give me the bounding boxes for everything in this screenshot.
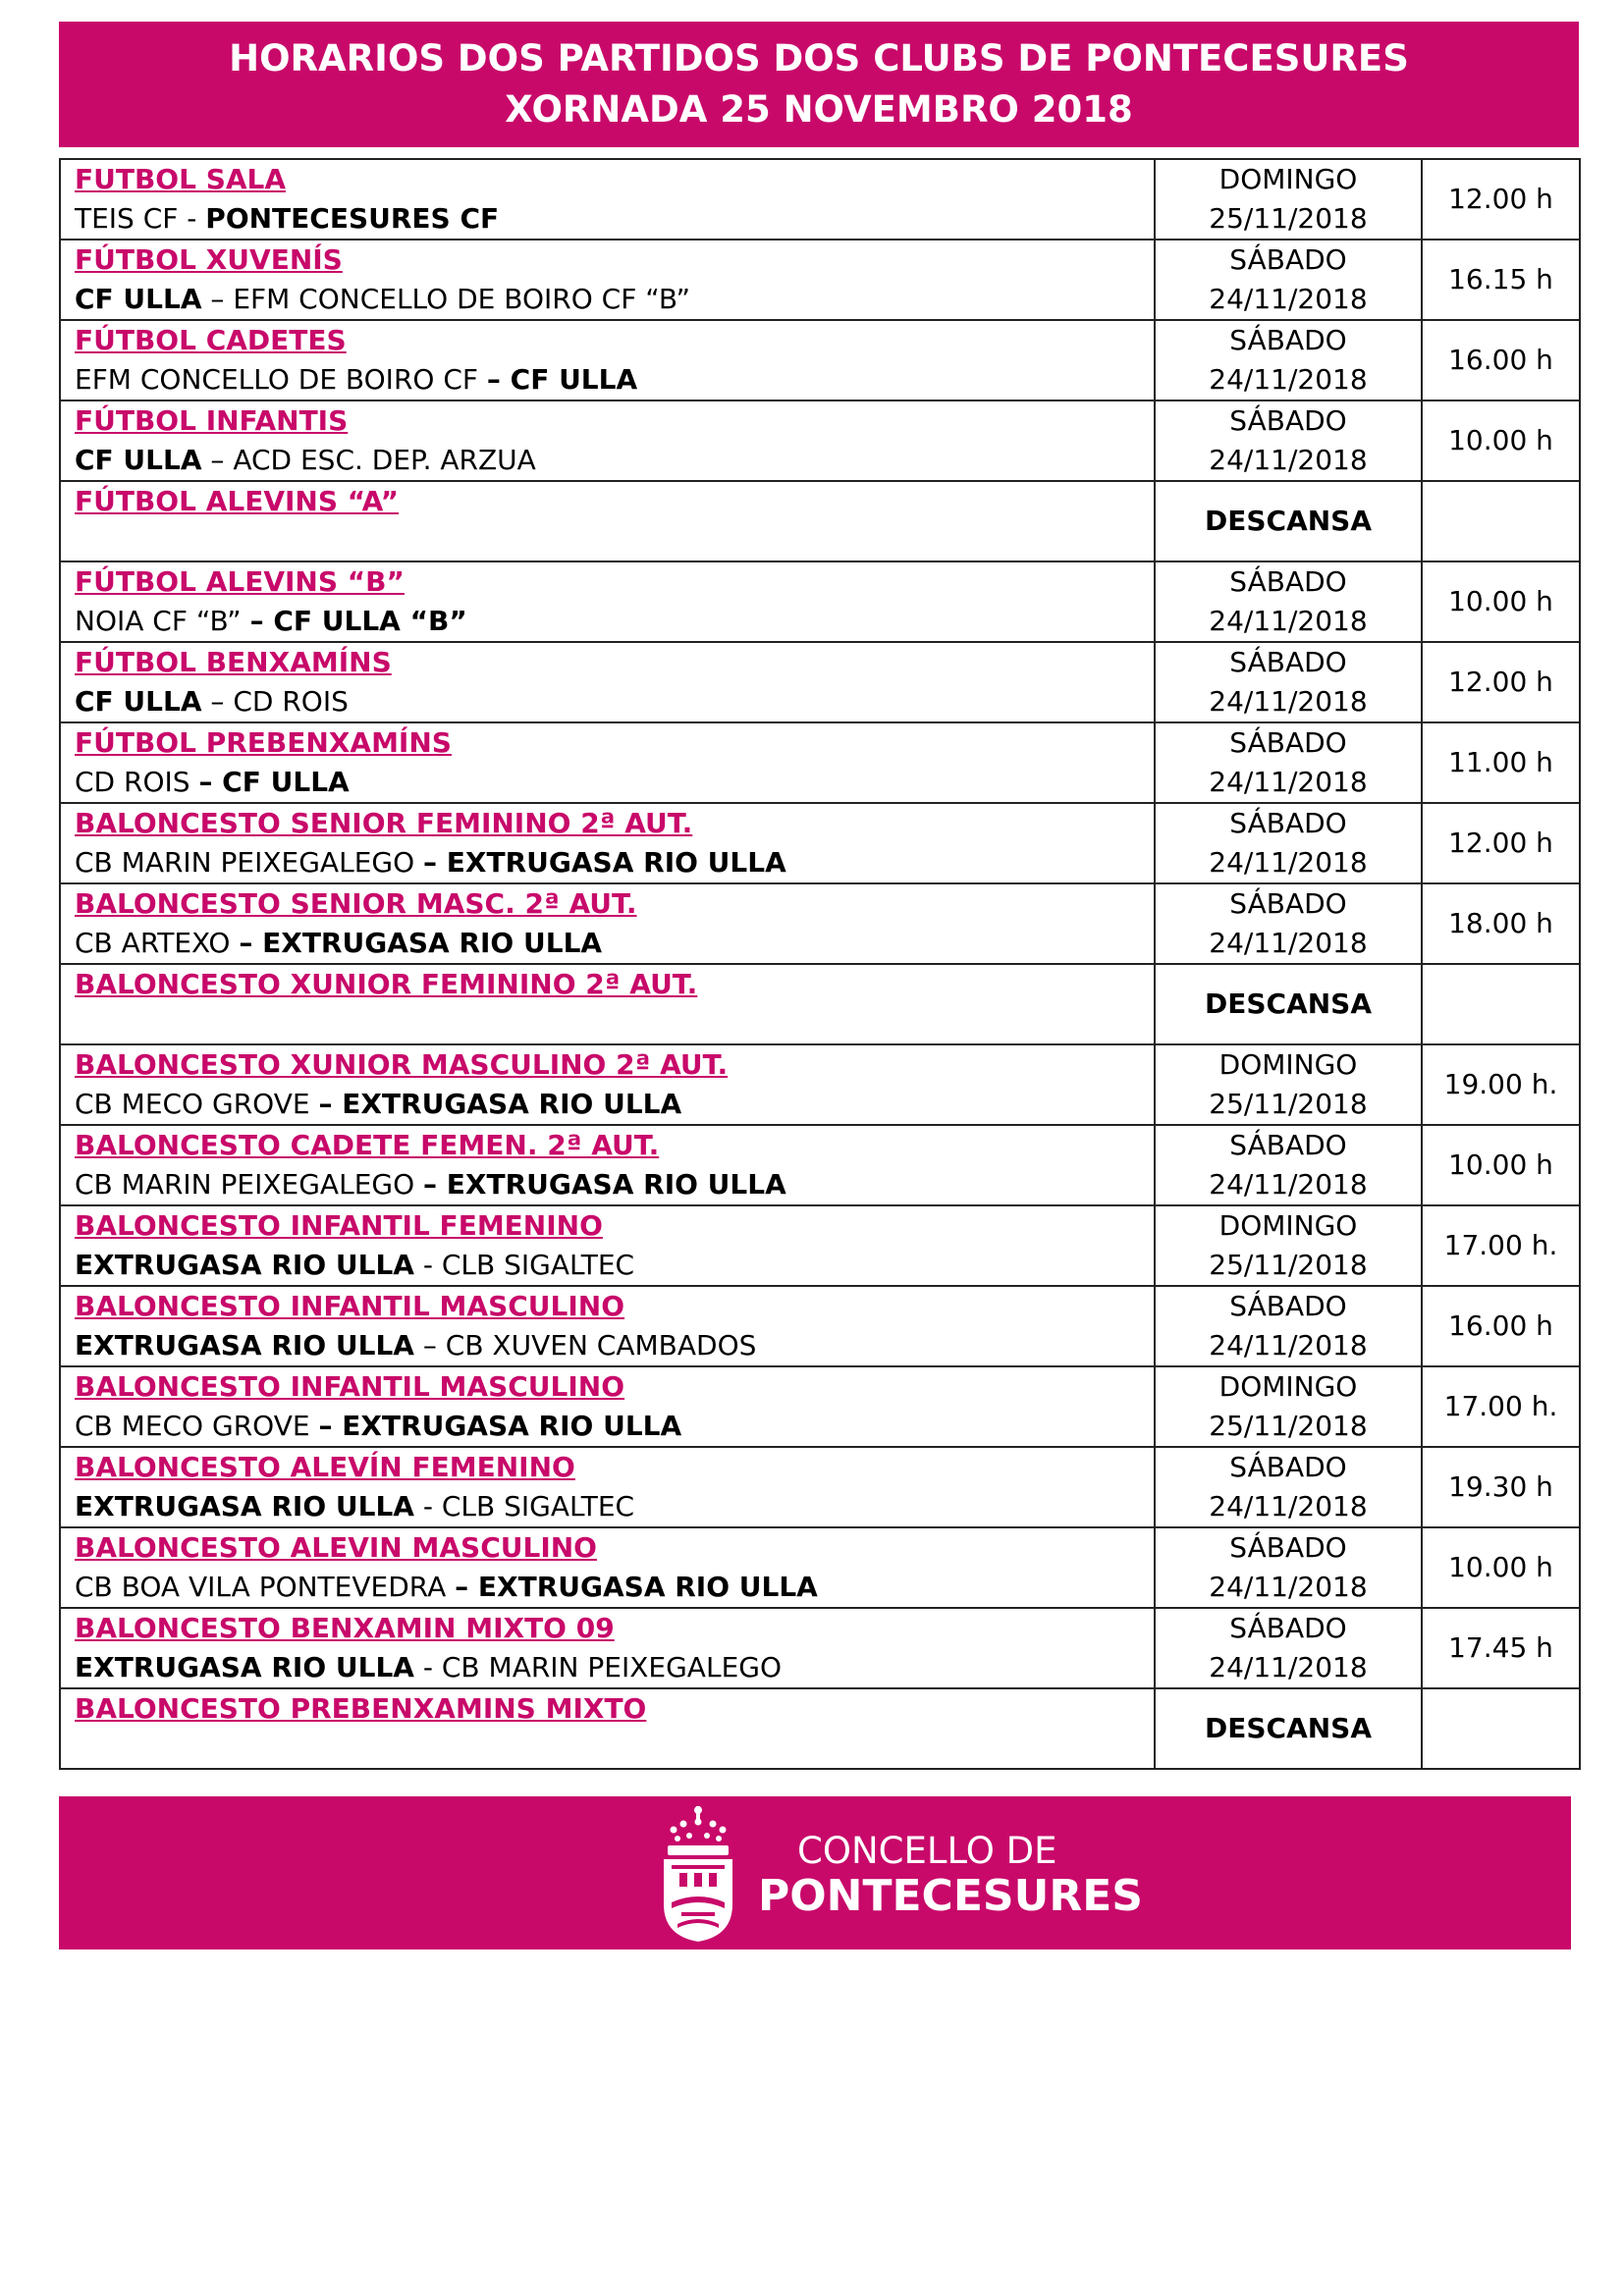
match-date: 24/11/2018 xyxy=(1209,363,1368,396)
team-name-highlighted: – EXTRUGASA RIO ULLA xyxy=(423,846,786,879)
date-cell xyxy=(1155,240,1422,320)
time-cell: 11.00 h xyxy=(1422,722,1580,803)
table-row xyxy=(60,1688,1580,1769)
weekday: DOMINGO xyxy=(1218,163,1358,195)
match-cell xyxy=(60,722,1155,803)
teams-line xyxy=(75,1568,1154,1607)
teams-line xyxy=(75,682,1154,721)
team-name: - CB MARIN PEIXEGALEGO xyxy=(413,1651,782,1683)
match-cell xyxy=(60,1366,1155,1447)
category-link[interactable]: BALONCESTO CADETE FEMEN. 2ª AUT. xyxy=(75,1129,660,1161)
match-cell xyxy=(60,1688,1155,1769)
match-cell xyxy=(60,1205,1155,1286)
footer-line-1: CONCELLO DE xyxy=(797,1830,1057,1872)
match-cell xyxy=(60,964,1155,1044)
match-date: 25/11/2018 xyxy=(1209,1088,1368,1120)
teams-line xyxy=(75,1407,1154,1446)
category-link[interactable]: BALONCESTO ALEVÍN FEMENINO xyxy=(75,1451,575,1483)
date-cell xyxy=(1155,1044,1422,1125)
weekday: SÁBADO xyxy=(1229,404,1347,437)
category-link[interactable]: FÚTBOL CADETES xyxy=(75,324,347,356)
match-cell xyxy=(60,642,1155,722)
date-cell xyxy=(1155,803,1422,883)
teams-line xyxy=(75,360,1154,400)
table-row xyxy=(60,320,1580,400)
category-link[interactable]: BALONCESTO XUNIOR MASCULINO 2ª AUT. xyxy=(75,1048,729,1081)
match-date: 25/11/2018 xyxy=(1209,1249,1368,1281)
match-cell xyxy=(60,803,1155,883)
teams-line xyxy=(75,441,1154,480)
category-link[interactable]: FÚTBOL ALEVINS “B” xyxy=(75,565,405,598)
table-row xyxy=(60,561,1580,642)
date-cell xyxy=(1155,642,1422,722)
team-name-highlighted: – EXTRUGASA RIO ULLA xyxy=(239,927,603,959)
footer-banner xyxy=(59,1796,1571,1949)
date-cell xyxy=(1155,1125,1422,1205)
weekday: SÁBADO xyxy=(1229,1451,1347,1483)
date-cell xyxy=(1155,1527,1422,1608)
match-date: 24/11/2018 xyxy=(1209,1329,1368,1362)
teams-line xyxy=(75,1165,1154,1204)
schedule-body xyxy=(60,159,1580,1769)
date-cell xyxy=(1155,1447,1422,1527)
weekday: SÁBADO xyxy=(1229,1129,1347,1161)
match-date: 24/11/2018 xyxy=(1209,444,1368,476)
table-row xyxy=(60,1205,1580,1286)
table-row xyxy=(60,1125,1580,1205)
weekday: SÁBADO xyxy=(1229,1612,1347,1644)
teams-line xyxy=(75,280,1154,319)
match-date: 24/11/2018 xyxy=(1209,1490,1368,1522)
match-cell xyxy=(60,1447,1155,1527)
category-link[interactable]: FÚTBOL XUVENÍS xyxy=(75,243,343,276)
match-date: 24/11/2018 xyxy=(1209,685,1368,718)
time-cell xyxy=(1422,1688,1580,1769)
team-name: - CLB SIGALTEC xyxy=(413,1249,635,1281)
category-link[interactable]: FÚTBOL ALEVINS “A” xyxy=(75,485,400,517)
municipal-crest-icon xyxy=(658,1804,738,1944)
category-link[interactable]: BALONCESTO BENXAMIN MIXTO 09 xyxy=(75,1612,615,1644)
weekday: SÁBADO xyxy=(1229,243,1347,276)
table-row xyxy=(60,722,1580,803)
date-cell xyxy=(1155,722,1422,803)
time-cell: 16.15 h xyxy=(1422,240,1580,320)
team-name: – CD ROIS xyxy=(201,685,349,718)
table-row xyxy=(60,1044,1580,1125)
time-cell: 17.45 h xyxy=(1422,1608,1580,1688)
table-row xyxy=(60,964,1580,1044)
weekday: SÁBADO xyxy=(1229,565,1347,598)
team-name: CB ARTEXO xyxy=(75,927,240,959)
match-date: 24/11/2018 xyxy=(1209,927,1368,959)
team-name: CB MARIN PEIXEGALEGO xyxy=(75,1168,424,1201)
time-cell: 16.00 h xyxy=(1422,320,1580,400)
match-cell xyxy=(60,1286,1155,1366)
match-cell xyxy=(60,320,1155,400)
match-cell xyxy=(60,481,1155,561)
weekday: DOMINGO xyxy=(1218,1048,1358,1081)
time-cell: 12.00 h xyxy=(1422,642,1580,722)
table-row xyxy=(60,481,1580,561)
time-cell: 16.00 h xyxy=(1422,1286,1580,1366)
category-link[interactable]: BALONCESTO SENIOR FEMININO 2ª AUT. xyxy=(75,807,693,839)
rest-cell: DESCANSA xyxy=(1155,964,1422,1044)
match-cell xyxy=(60,1527,1155,1608)
weekday: SÁBADO xyxy=(1229,324,1347,356)
match-cell xyxy=(60,1044,1155,1125)
team-name: – CB XUVEN CAMBADOS xyxy=(413,1329,757,1362)
date-cell xyxy=(1155,1205,1422,1286)
time-cell: 10.00 h xyxy=(1422,400,1580,481)
date-cell xyxy=(1155,1286,1422,1366)
team-name-highlighted: CF ULLA xyxy=(75,444,202,476)
match-date: 25/11/2018 xyxy=(1209,202,1368,235)
teams-line xyxy=(75,1648,1154,1687)
team-name: – ACD ESC. DEP. ARZUA xyxy=(201,444,536,476)
weekday: SÁBADO xyxy=(1229,1531,1347,1564)
teams-line xyxy=(75,1004,1154,1043)
match-date: 24/11/2018 xyxy=(1209,1168,1368,1201)
table-row xyxy=(60,1286,1580,1366)
team-name: CD ROIS xyxy=(75,766,199,798)
rest-cell: DESCANSA xyxy=(1155,481,1422,561)
date-cell xyxy=(1155,400,1422,481)
team-name-highlighted: EXTRUGASA RIO ULLA xyxy=(75,1329,414,1362)
match-cell xyxy=(60,1608,1155,1688)
table-row xyxy=(60,159,1580,240)
time-cell: 19.30 h xyxy=(1422,1447,1580,1527)
category-link[interactable]: BALONCESTO INFANTIL MASCULINO xyxy=(75,1290,625,1322)
table-row xyxy=(60,240,1580,320)
team-name-highlighted: PONTECESURES CF xyxy=(205,202,500,235)
teams-line xyxy=(75,763,1154,802)
date-cell xyxy=(1155,159,1422,240)
match-cell xyxy=(60,561,1155,642)
weekday: SÁBADO xyxy=(1229,887,1347,920)
teams-line xyxy=(75,1487,1154,1526)
category-link[interactable]: BALONCESTO INFANTIL MASCULINO xyxy=(75,1370,625,1403)
team-name-highlighted: – CF ULLA xyxy=(198,766,350,798)
category-link[interactable]: BALONCESTO INFANTIL FEMENINO xyxy=(75,1209,603,1242)
teams-line xyxy=(75,1729,1154,1768)
weekday: SÁBADO xyxy=(1229,726,1347,759)
date-cell xyxy=(1155,561,1422,642)
teams-line xyxy=(75,1085,1154,1124)
time-cell xyxy=(1422,964,1580,1044)
match-cell xyxy=(60,883,1155,964)
time-cell: 12.00 h xyxy=(1422,803,1580,883)
weekday: SÁBADO xyxy=(1229,1290,1347,1322)
team-name-highlighted: – EXTRUGASA RIO ULLA xyxy=(318,1410,682,1442)
team-name: CB BOA VILA PONTEVEDRA xyxy=(75,1571,456,1603)
table-row xyxy=(60,803,1580,883)
team-name-highlighted: – EXTRUGASA RIO ULLA xyxy=(318,1088,682,1120)
teams-line xyxy=(75,1326,1154,1365)
team-name: CB MECO GROVE xyxy=(75,1088,319,1120)
date-cell xyxy=(1155,1366,1422,1447)
team-name: CB MECO GROVE xyxy=(75,1410,319,1442)
time-cell: 10.00 h xyxy=(1422,561,1580,642)
team-name: – EFM CONCELLO DE BOIRO CF “B” xyxy=(201,283,691,315)
match-cell xyxy=(60,1125,1155,1205)
team-name: NOIA CF “B” xyxy=(75,605,250,637)
time-cell: 10.00 h xyxy=(1422,1527,1580,1608)
category-link[interactable]: BALONCESTO XUNIOR FEMININO 2ª AUT. xyxy=(75,968,698,1000)
team-name-highlighted: – CF ULLA xyxy=(486,363,638,396)
category-link[interactable]: BALONCESTO ALEVIN MASCULINO xyxy=(75,1531,597,1564)
team-name: TEIS CF - xyxy=(75,202,206,235)
table-row xyxy=(60,1366,1580,1447)
team-name-highlighted: – EXTRUGASA RIO ULLA xyxy=(423,1168,786,1201)
teams-line xyxy=(75,602,1154,641)
header-subtitle: XORNADA 25 NOVEMBRO 2018 xyxy=(505,88,1133,131)
team-name-highlighted: EXTRUGASA RIO ULLA xyxy=(75,1651,414,1683)
time-cell: 17.00 h. xyxy=(1422,1205,1580,1286)
match-cell xyxy=(60,400,1155,481)
teams-line xyxy=(75,924,1154,963)
team-name-highlighted: CF ULLA xyxy=(75,283,202,315)
match-date: 24/11/2018 xyxy=(1209,766,1368,798)
time-cell: 10.00 h xyxy=(1422,1125,1580,1205)
team-name-highlighted: CF ULLA xyxy=(75,685,202,718)
table-row xyxy=(60,883,1580,964)
category-link[interactable]: BALONCESTO SENIOR MASC. 2ª AUT. xyxy=(75,887,637,920)
match-cell xyxy=(60,240,1155,320)
team-name: - CLB SIGALTEC xyxy=(413,1490,635,1522)
match-date: 24/11/2018 xyxy=(1209,1651,1368,1683)
weekday: SÁBADO xyxy=(1229,807,1347,839)
page-header xyxy=(59,22,1579,147)
weekday: DOMINGO xyxy=(1218,1209,1358,1242)
team-name: CB MARIN PEIXEGALEGO xyxy=(75,846,424,879)
teams-line xyxy=(75,521,1154,561)
time-cell: 19.00 h. xyxy=(1422,1044,1580,1125)
category-link[interactable]: FÚTBOL PREBENXAMÍNS xyxy=(75,726,452,759)
time-cell xyxy=(1422,481,1580,561)
table-row xyxy=(60,642,1580,722)
team-name: EFM CONCELLO DE BOIRO CF xyxy=(75,363,487,396)
teams-line xyxy=(75,843,1154,882)
date-cell xyxy=(1155,883,1422,964)
match-date: 24/11/2018 xyxy=(1209,846,1368,879)
teams-line xyxy=(75,1246,1154,1285)
rest-cell: DESCANSA xyxy=(1155,1688,1422,1769)
team-name-highlighted: EXTRUGASA RIO ULLA xyxy=(75,1249,414,1281)
match-date: 24/11/2018 xyxy=(1209,1571,1368,1603)
teams-line xyxy=(75,199,1154,239)
team-name-highlighted: EXTRUGASA RIO ULLA xyxy=(75,1490,414,1522)
match-date: 25/11/2018 xyxy=(1209,1410,1368,1442)
time-cell: 17.00 h. xyxy=(1422,1366,1580,1447)
table-row xyxy=(60,400,1580,481)
match-cell xyxy=(60,159,1155,240)
date-cell xyxy=(1155,320,1422,400)
team-name-highlighted: – CF ULLA “B” xyxy=(249,605,467,637)
category-link[interactable]: FUTBOL SALA xyxy=(75,163,287,195)
match-date: 24/11/2018 xyxy=(1209,283,1368,315)
date-cell xyxy=(1155,1608,1422,1688)
weekday: SÁBADO xyxy=(1229,646,1347,678)
table-row xyxy=(60,1447,1580,1527)
match-date: 24/11/2018 xyxy=(1209,605,1368,637)
header-title: HORARIOS DOS PARTIDOS DOS CLUBS DE PONTECESURES xyxy=(229,37,1409,80)
weekday: DOMINGO xyxy=(1218,1370,1358,1403)
category-link[interactable]: BALONCESTO PREBENXAMINS MIXTO xyxy=(75,1692,647,1725)
category-link[interactable]: FÚTBOL INFANTIS xyxy=(75,404,349,437)
time-cell: 18.00 h xyxy=(1422,883,1580,964)
category-link[interactable]: FÚTBOL BENXAMÍNS xyxy=(75,646,392,678)
team-name-highlighted: – EXTRUGASA RIO ULLA xyxy=(455,1571,818,1603)
schedule-table xyxy=(59,158,1581,1770)
time-cell: 12.00 h xyxy=(1422,159,1580,240)
table-row xyxy=(60,1527,1580,1608)
table-row xyxy=(60,1608,1580,1688)
footer-line-2: PONTECESURES xyxy=(758,1871,1143,1921)
